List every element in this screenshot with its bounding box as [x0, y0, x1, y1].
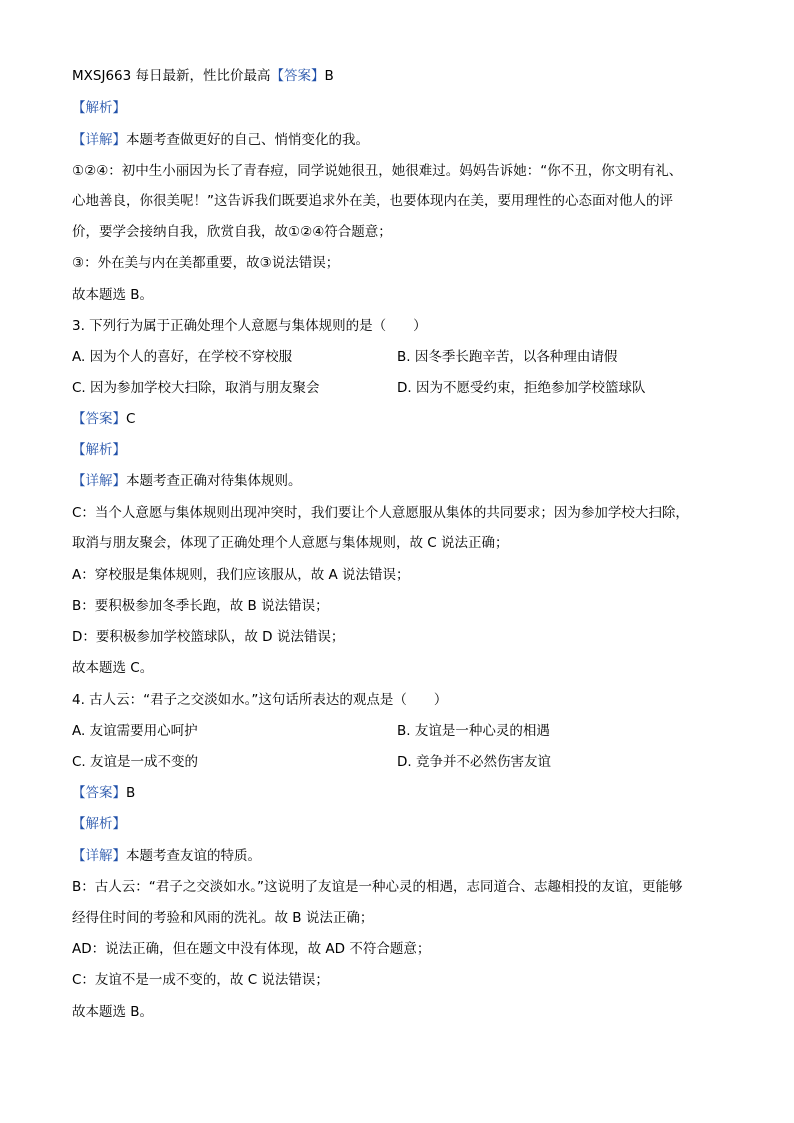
- paragraph-line: B：古人云：“君子之交淡如水。”这说明了友谊是一种心灵的相遇，志同道合、志趣相投的友谊，更能够: [72, 879, 683, 895]
- detail-tag: 【详解】: [72, 848, 126, 864]
- answer-value: C: [126, 411, 136, 427]
- paragraph-line: 经得住时间的考验和风雨的洗礼。故 B 说法正确；: [72, 910, 374, 926]
- detail-text: 本题考查友谊的特质。: [126, 848, 261, 864]
- q3-option-d: D. 因为不愿受约束，拒绝参加学校篮球队: [397, 380, 646, 396]
- conclusion-line: 故本题选 B。: [72, 1004, 154, 1020]
- paragraph-line: D：要积极参加学校篮球队，故 D 说法错误；: [72, 629, 345, 645]
- paragraph-line: B：要积极参加冬季长跑，故 B 说法错误；: [72, 598, 329, 614]
- paragraph-line: A：穿校服是集体规则，我们应该服从，故 A 说法错误；: [72, 567, 410, 583]
- q3-answer-line: [72, 409, 722, 429]
- paragraph-line: AD：说法正确，但在题文中没有体现，故 AD 不符合题意；: [72, 941, 431, 957]
- answer-value: B: [324, 68, 334, 84]
- paragraph-line: 价，要学会接纳自我，欣赏自我，故①②④符合题意；: [72, 224, 392, 240]
- q4-answer-line: [72, 783, 722, 803]
- answer-tag: 【答案】: [72, 411, 126, 427]
- header-line: [72, 66, 722, 86]
- paragraph-line: 心地善良，你很美呢！”这告诉我们既要追求外在美，也要体现内在美，要用理性的心态面对他人的评: [72, 193, 673, 209]
- paragraph-line: C：当个人意愿与集体规则出现冲突时，我们要让个人意愿服从集体的共同要求；因为参加学校大扫除，: [72, 505, 689, 521]
- conclusion-line: 故本题选 B。: [72, 287, 154, 303]
- q3-option-a: A. 因为个人的喜好，在学校不穿校服: [72, 349, 293, 365]
- paragraph-line: ①②④：初中生小丽因为长了青春痘，同学说她很丑，她很难过。妈妈告诉她：“你不丑，你文明有礼、: [72, 163, 683, 179]
- conclusion-line: 故本题选 C。: [72, 660, 154, 676]
- detail-tag: 【详解】: [72, 132, 126, 148]
- q4-option-b: B. 友谊是一种心灵的相遇: [397, 723, 550, 739]
- q3-option-b: B. 因冬季长跑辛苦，以各种理由请假: [397, 349, 618, 365]
- q4-option-d: D. 竞争并不必然伤害友谊: [397, 754, 551, 770]
- q3-option-c: C. 因为参加学校大扫除，取消与朋友聚会: [72, 380, 320, 396]
- paragraph-line: ③：外在美与内在美都重要，故③说法错误；: [72, 255, 340, 271]
- detail-line: [72, 471, 722, 491]
- analysis-tag: 【解析】: [72, 100, 126, 116]
- q4-option-c: C. 友谊是一成不变的: [72, 754, 199, 770]
- paragraph-line: 取消与朋友聚会，体现了正确处理个人意愿与集体规则，故 C 说法正确；: [72, 535, 509, 551]
- answer-tag: 【答案】: [270, 68, 325, 84]
- detail-line: [72, 130, 722, 150]
- answer-tag: 【答案】: [72, 785, 126, 801]
- header-code: MXSJ663 每日最新，性比价最高: [72, 68, 271, 84]
- detail-text: 本题考查做更好的自己、悄悄变化的我。: [126, 132, 369, 148]
- question-4-stem: 4. 古人云：“君子之交淡如水。”这句话所表达的观点是（ ）: [72, 692, 448, 708]
- analysis-tag: 【解析】: [72, 816, 126, 832]
- detail-line: [72, 846, 722, 866]
- detail-tag: 【详解】: [72, 473, 126, 489]
- answer-value: B: [126, 785, 136, 801]
- analysis-tag: 【解析】: [72, 442, 126, 458]
- detail-text: 本题考查正确对待集体规则。: [126, 473, 302, 489]
- q4-option-a: A. 友谊需要用心呵护: [72, 723, 198, 739]
- question-3-stem: 3. 下列行为属于正确处理个人意愿与集体规则的是（ ）: [72, 318, 427, 334]
- paragraph-line: C：友谊不是一成不变的，故 C 说法错误；: [72, 972, 329, 988]
